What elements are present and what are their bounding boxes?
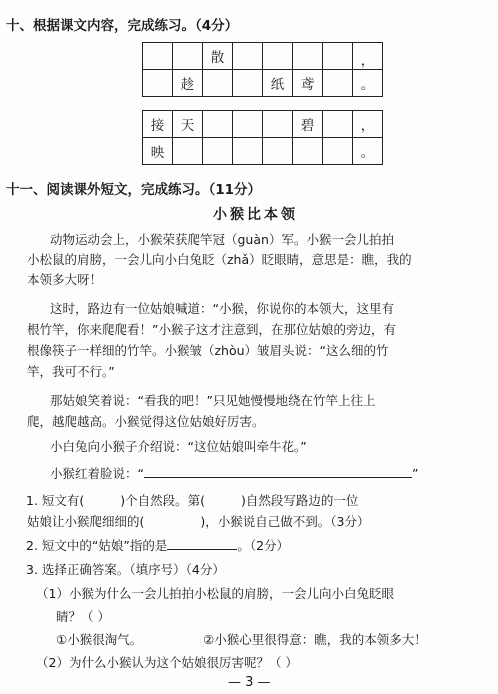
grid1-cell: 散 bbox=[203, 43, 233, 70]
grid1-cell[interactable] bbox=[143, 70, 173, 97]
grid1-row bbox=[143, 43, 383, 70]
question-1-line1 bbox=[26, 491, 358, 509]
para5-close-quote: ” bbox=[411, 466, 419, 481]
q3-option-1[interactable]: ①小猴很淘气。 bbox=[56, 632, 143, 647]
grid1-cell: 鸢 bbox=[293, 70, 323, 97]
grid2-cell[interactable] bbox=[203, 111, 233, 138]
para2-line3: 根像筷子一样细的竹竿。小猴皱（zhòu）皱眉头说：“这么细的竹 bbox=[27, 343, 389, 358]
grid1-row bbox=[143, 70, 383, 97]
grid2-cell[interactable] bbox=[173, 138, 203, 165]
grid2-cell[interactable] bbox=[323, 138, 353, 165]
q1-text-d: 姑娘让小猴爬细细的( bbox=[27, 514, 145, 529]
grid2-cell[interactable] bbox=[263, 111, 293, 138]
grid2-cell[interactable] bbox=[323, 111, 353, 138]
grid2-cell[interactable] bbox=[293, 138, 323, 165]
grid2-cell: 映 bbox=[143, 138, 173, 165]
para2-line4: 竿，我可不行。” bbox=[27, 364, 115, 379]
para1-line1: 动物运动会上，小猴荣获爬竿冠（guàn）军。小猴一会儿拍拍 bbox=[50, 232, 394, 247]
q1-text-a: 1. 短文有( bbox=[26, 493, 85, 508]
q1-text-e: )，小猴说自己做不到。（3分） bbox=[200, 514, 370, 529]
grid2-cell[interactable] bbox=[233, 138, 263, 165]
section-10-heading: 十、根据课文内容，完成练习。（4分） bbox=[6, 18, 239, 34]
para2-line1: 这时，路边有一位姑娘喊道：“小猴，你说你的本领大，这里有 bbox=[50, 301, 394, 316]
q1-text-b: )个自然段。第( bbox=[120, 493, 206, 508]
grid2-cell: 接 bbox=[143, 111, 173, 138]
grid2-cell[interactable] bbox=[203, 138, 233, 165]
para3-line1: 那姑娘笑着说：“看我的吧！”只见她慢慢地绕在竹竿上往上 bbox=[50, 393, 376, 408]
grid2-row bbox=[143, 111, 383, 138]
grid2-cell[interactable] bbox=[233, 111, 263, 138]
grid2-row bbox=[143, 138, 383, 165]
para1-line3: 本领多大呀！ bbox=[27, 272, 103, 287]
question-1-line2 bbox=[27, 512, 369, 530]
para5-text: 小猴红着脸说：“ bbox=[50, 466, 144, 481]
grid2-cell: 天 bbox=[173, 111, 203, 138]
writing-grid-2 bbox=[142, 110, 383, 165]
grid1-cell[interactable] bbox=[263, 43, 293, 70]
grid1-cell[interactable] bbox=[143, 43, 173, 70]
question-2 bbox=[26, 536, 289, 554]
grid1-cell[interactable] bbox=[293, 43, 323, 70]
q2-text-a: 2. 短文中的“姑娘”指的是 bbox=[26, 538, 168, 553]
q2-answer-blank[interactable] bbox=[167, 549, 237, 550]
para1-line2: 小松鼠的肩膀，一会儿向小白兔眨（zhǎ）眨眼睛，意思是：瞧，我的 bbox=[27, 252, 412, 267]
grid1-cell[interactable] bbox=[233, 70, 263, 97]
writing-grid-1 bbox=[142, 42, 383, 97]
grid1-cell: 。 bbox=[353, 70, 383, 97]
grid2-cell: 。 bbox=[353, 138, 383, 165]
grid2-cell: ， bbox=[353, 111, 383, 138]
grid1-comma-cell: ， bbox=[353, 43, 383, 70]
para4-line1: 小白兔向小猴子介绍说：“这位姑娘叫牵牛花。” bbox=[50, 439, 307, 454]
q3-sub1-line2[interactable]: 睛？（ ） bbox=[56, 609, 110, 624]
para3-line2: 爬，越爬越高。小猴觉得这位姑娘好厉害。 bbox=[27, 414, 265, 429]
section-11-heading: 十一、阅读课外短文，完成练习。（11分） bbox=[6, 182, 262, 198]
grid1-cell[interactable] bbox=[323, 70, 353, 97]
grid1-cell[interactable] bbox=[323, 43, 353, 70]
q1-text-c: )自然段写路边的一位 bbox=[241, 493, 359, 508]
grid1-cell[interactable] bbox=[203, 70, 233, 97]
q2-text-b: 。（2分） bbox=[237, 538, 290, 553]
grid1-cell[interactable] bbox=[233, 43, 263, 70]
answer-blank-para5[interactable] bbox=[144, 477, 412, 478]
grid2-cell: 碧 bbox=[293, 111, 323, 138]
para5-line1 bbox=[50, 464, 418, 482]
q3-option-2[interactable]: ②小猴心里很得意：瞧，我的本领多大！ bbox=[203, 632, 427, 647]
q3-sub2[interactable]: （2）为什么小猴认为这个姑娘很厉害呢？（ ） bbox=[36, 655, 298, 670]
para2-line2: 根竹竿，你来爬爬看！”小猴子这才注意到，在那位姑娘的旁边，有 bbox=[27, 322, 396, 337]
grid1-cell: 纸 bbox=[263, 70, 293, 97]
story-title: 小猴比本领 bbox=[213, 207, 298, 223]
q3-sub1-line1: （1）小猴为什么一会儿拍拍小松鼠的肩膀，一会儿向小白兔眨眼 bbox=[36, 586, 394, 601]
question-3: 3. 选择正确答案。（填序号）（4分） bbox=[26, 562, 225, 577]
page-number: — 3 — bbox=[228, 675, 271, 690]
grid1-cell[interactable] bbox=[173, 43, 203, 70]
grid1-cell: 趁 bbox=[173, 70, 203, 97]
grid2-cell[interactable] bbox=[263, 138, 293, 165]
